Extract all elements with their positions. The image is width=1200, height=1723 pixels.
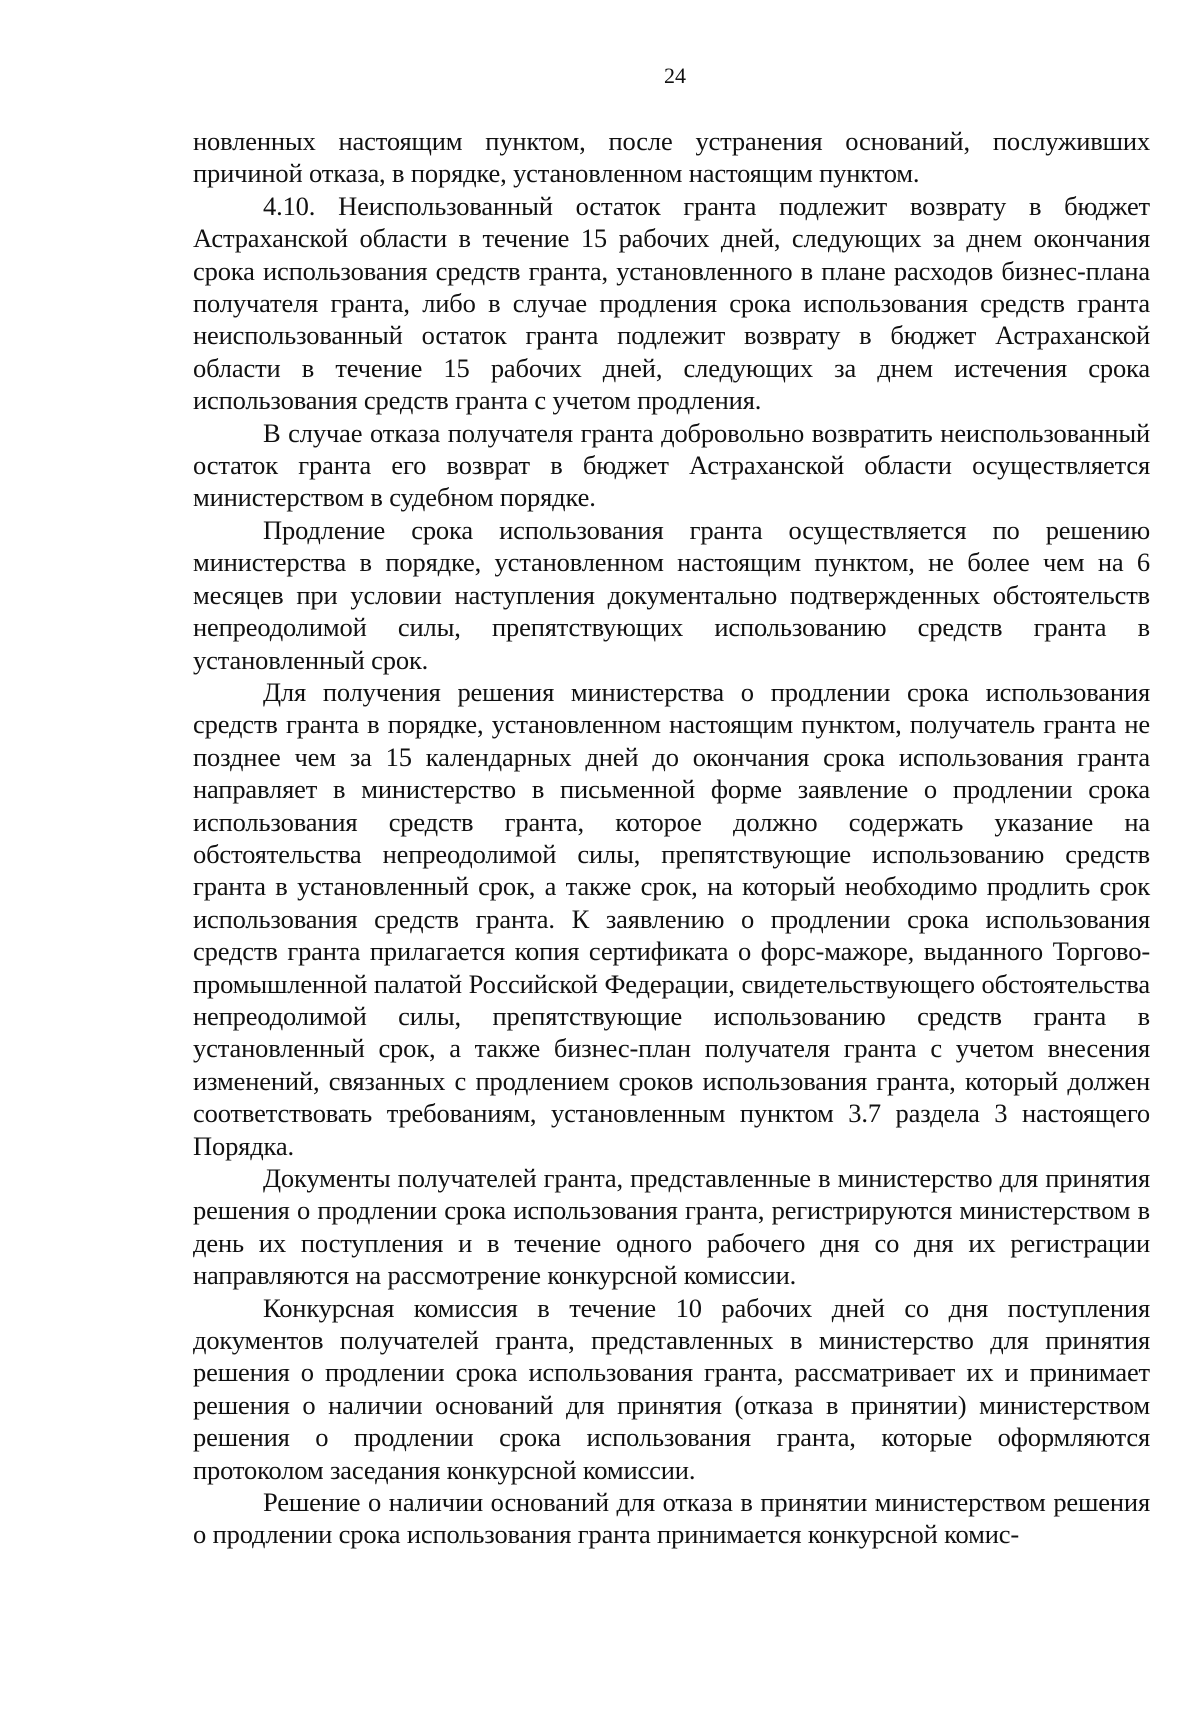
paragraph-extension: Продление срока использования гранта осуществляется по решению министерства в порядке, установленном настоящим пунктом, не более чем на 6 месяцев при условии наступления документально подтвержденных обстоятельств непреодолимой силы, препятствующих использованию средств гранта в установленный срок. <box>193 514 1150 675</box>
paragraph-continuation: новленных настоящим пунктом, после устранения оснований, послуживших причиной отказа, в порядке, установленном настоящим пунктом. <box>193 126 1150 189</box>
page-number: 24 <box>664 63 686 88</box>
paragraph-commission-review: Конкурсная комиссия в течение 10 рабочих дней со дня поступления документов получателей гранта, представленных в министерство для принятия решения о продлении срока использования гранта, рассматривает их и принимает решения о наличии оснований для принятия (отказа в принятии) министерством решения о продлении срока использования гранта, которые оформляются протоколом заседания конкурсной комиссии. <box>193 1292 1150 1485</box>
paragraph-documents-registration: Документы получателей гранта, представленные в министерство для принятия решения о продлении срока использования гранта, регистрируются министерством в день их поступления и в течение одного рабочего дня со дня их регистрации направляются на рассмотрение конкурсной комиссии. <box>193 1163 1150 1291</box>
paragraph-extension-request: Для получения решения министерства о продлении срока использования средств гранта в порядке, установленном настоящим пунктом, получатель гранта не позднее чем за 15 календарных дней до окончания срока использования гранта направляет в министерство в письменной форме заявление о продлении срока использования средств гранта, которое должно содержать указание на обстоятельства непреодолимой силы, препятствующие использованию средств гранта в установленный срок, а также срок, на который необходимо продлить срок использования средств гранта. К заявлению о продлении срока использования средств гранта прилагается копия сертификата о форс-мажоре, выданного Торгово-промышленной палатой Российской Федерации, свидетельствующего обстоятельства непреодолимой силы, препятствующие использованию средств гранта в установленный срок, а также бизнес-план получателя гранта с учетом внесения изменений, связанных с продлением сроков использования гранта, который должен соответствовать требованиям, установленным пунктом 3.7 раздела 3 настоящего Порядка. <box>193 676 1150 1161</box>
paragraph-4-10: 4.10. Неиспользованный остаток гранта подлежит возврату в бюджет Астраханской области в течение 15 рабочих дней, следующих за днем окончания срока использования средств гранта, установленного в плане расходов бизнес-плана получателя гранта, либо в случае продления срока использования средств гранта неиспользованный остаток гранта подлежит возврату в бюджет Астраханской области в течение 15 рабочих дней, следующих за днем истечения срока использования средств гранта с учетом продления. <box>193 190 1150 416</box>
paragraph-refusal-decision: Решение о наличии оснований для отказа в принятии министерством решения о продлении срока использования гранта принимается конкурсной комис- <box>193 1487 1150 1550</box>
paragraph-refusal-return: В случае отказа получателя гранта добровольно возвратить неиспользованный остаток гранта его возврат в бюджет Астраханской области осуществляется министерством в судебном порядке. <box>193 417 1150 513</box>
document-body <box>193 125 1150 1551</box>
